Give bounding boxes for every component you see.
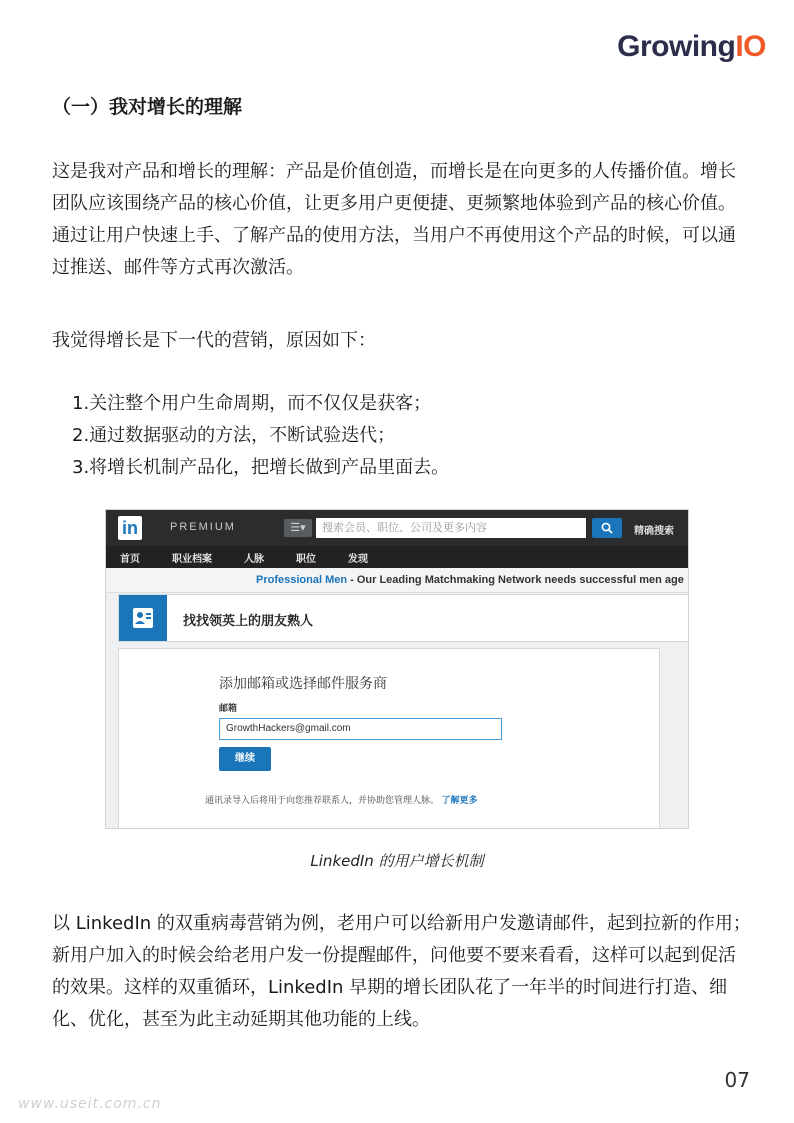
nav-item-home[interactable]: 首页 — [120, 554, 140, 565]
menu-icon[interactable]: ☰▾ — [284, 519, 312, 537]
example-paragraph: 以 LinkedIn 的双重病毒营销为例，老用户可以给新用户发邀请邮件，起到拉新的作用；新用户加入的时候会给老用户发一份提醒邮件，问他要不要来看看，这样可以起到促活的效果。这样的双重循环，LinkedIn 早期的增长团队花了一年半的时间进行打造、细化、优化，甚至为此主动延期其他功能的上线。 — [52, 913, 751, 1030]
continue-button[interactable]: 继续 — [219, 747, 271, 771]
learn-more-link[interactable]: 了解更多 — [441, 795, 478, 805]
reasons-list — [72, 388, 449, 484]
email-field[interactable]: GrowthHackers@gmail.com — [219, 718, 502, 740]
search-input[interactable]: 搜索会员、职位、公司及更多内容 — [316, 518, 586, 538]
nav-item-jobs[interactable]: 职位 — [296, 554, 316, 565]
page-number: 07 — [724, 1068, 750, 1092]
search-icon — [601, 522, 613, 534]
linkedin-topbar — [106, 510, 688, 546]
section-title: （一）我对增长的理解 — [52, 96, 243, 118]
nav-item-network[interactable]: 人脉 — [244, 554, 264, 565]
intro-paragraph: 这是我对产品和增长的理解：产品是价值创造，而增长是在向更多的人传播价值。增长团队应该围绕产品的核心价值，让更多用户更便捷、更频繁地体验到产品的核心价值。通过让用户快速上手、了解产品的使用方法，当用户不再使用这个产品的时候，可以通过推送、邮件等方式再次激活。 — [52, 161, 736, 278]
ad-banner[interactable] — [106, 568, 688, 593]
search-button[interactable] — [592, 518, 622, 538]
figure-caption: LinkedIn 的用户增长机制 — [310, 852, 484, 870]
growingio-logo: GrowingIO — [617, 30, 766, 63]
form-heading: 添加邮箱或选择邮件服务商 — [219, 675, 387, 691]
find-friends-card — [118, 594, 689, 642]
advanced-search-link[interactable]: 精确搜索 — [634, 526, 674, 537]
linkedin-logo[interactable]: in — [118, 516, 142, 540]
list-item: 2.通过数据驱动的方法，不断试验迭代； — [72, 425, 396, 446]
watermark: www.useit.com.cn — [18, 1096, 162, 1112]
import-note: 通讯录导入后将用于向您推荐联系人，并协助您管理人脉。 了解更多 — [205, 795, 478, 805]
email-form-card — [118, 648, 660, 829]
ad-text: - Our Leading Matchmaking Network needs successful men age — [347, 574, 684, 586]
premium-label: PREMIUM — [170, 521, 236, 533]
linkedin-screenshot — [105, 509, 689, 829]
list-item: 1.关注整个用户生命周期，而不仅仅是获客； — [72, 393, 432, 414]
ad-highlight[interactable]: Professional Men — [256, 574, 348, 586]
contacts-icon — [119, 595, 167, 641]
card-title: 找找领英上的朋友熟人 — [183, 613, 314, 628]
email-label: 邮箱 — [219, 703, 238, 713]
linkedin-nav — [106, 546, 688, 568]
nav-item-profile[interactable]: 职业档案 — [172, 554, 212, 565]
reasons-intro: 我觉得增长是下一代的营销，原因如下： — [52, 330, 376, 351]
list-item: 3.将增长机制产品化，把增长做到产品里面去。 — [72, 457, 450, 478]
nav-item-discover[interactable]: 发现 — [348, 554, 368, 565]
